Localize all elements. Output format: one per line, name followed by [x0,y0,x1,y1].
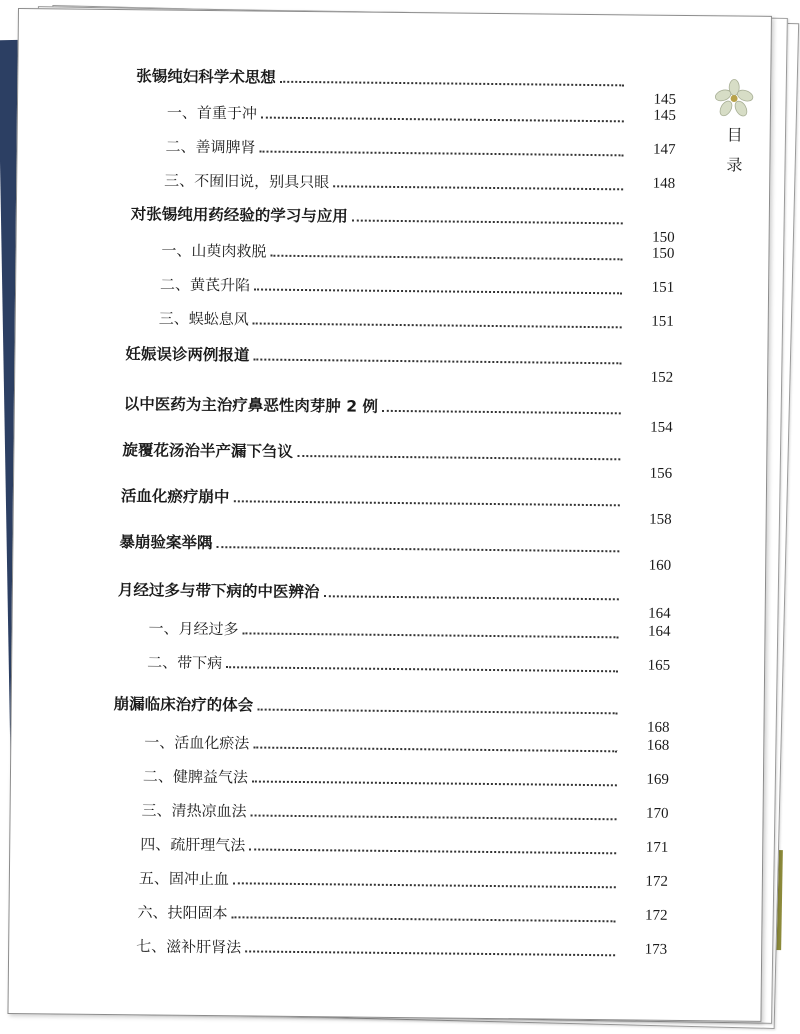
toc-entry-title: 一、月经过多 [148,619,239,639]
toc-section-entry[interactable] [120,482,672,528]
dot-leader [253,322,622,328]
toc-subsection-entry[interactable] [165,133,676,162]
toc-entry-title: 二、带下病 [147,653,223,673]
toc-page-number: 164 [648,605,671,622]
toc-subsection-entry[interactable] [164,167,676,196]
toc-page-number: 173 [644,941,668,958]
dot-leader [226,666,618,672]
dot-leader [352,220,623,225]
toc-subsection-entry[interactable] [138,864,668,893]
toc-page-number: 148 [652,175,676,192]
dot-leader [249,848,616,854]
toc-section-entry[interactable] [130,200,675,246]
dot-leader [297,455,620,460]
dot-leader [216,546,619,552]
toc-subsection-entry[interactable] [141,796,669,825]
toc-entry-title: 二、黄芪升陷 [160,275,251,295]
dot-leader [280,81,624,87]
toc-page-number: 170 [646,805,669,822]
side-title-char: 录 [726,155,743,175]
toc-page-number: 168 [646,719,670,736]
toc-page-number: 172 [645,873,668,890]
toc-entry-title: 活血化瘀疗崩中 [120,487,230,507]
dot-leader [242,632,618,638]
toc-page-number: 158 [649,511,672,528]
dot-leader [261,117,624,123]
toc-list [19,9,771,958]
toc-subsection-entry[interactable] [148,614,671,643]
toc-section-entry[interactable] [119,528,672,574]
toc-subsection-entry[interactable] [147,648,671,677]
dot-leader [257,709,617,715]
side-title-char: 目 [726,125,743,145]
toc-subsection-entry[interactable] [140,830,669,859]
toc-page-number: 156 [649,465,673,482]
dot-leader [382,410,621,415]
dot-leader [231,916,615,922]
toc-subsection-entry[interactable] [142,762,670,791]
toc-page-number: 164 [647,623,671,640]
toc-subsection-entry[interactable] [136,932,668,961]
toc-page-number: 151 [651,279,675,296]
dot-leader [233,500,619,506]
toc-subsection-entry[interactable] [144,728,670,757]
toc-page-number: 150 [651,245,675,262]
toc-page-number: 168 [646,737,670,754]
toc-entry-title: 崩漏临床治疗的体会 [113,695,254,715]
toc-entry-title: 一、首重于冲 [166,103,258,123]
toc-section-entry[interactable] [117,576,671,622]
toc-subsection-entry[interactable] [137,898,668,927]
toc-entry-title: 三、蜈蚣息风 [158,309,249,329]
toc-entry-title: 二、健脾益气法 [142,767,249,787]
toc-entry-title: 五、固冲止血 [138,869,229,889]
toc-subsection-entry[interactable] [166,99,676,128]
dot-leader [323,595,618,600]
toc-page [7,8,771,1022]
toc-section-entry[interactable] [113,690,670,736]
toc-entry-title: 三、不囿旧说，别具只眼 [164,171,330,192]
dot-leader [260,151,624,157]
toc-entry-title: 暴崩验案举隅 [119,533,213,553]
toc-entry-title: 妊娠误诊两例报道 [125,345,250,365]
toc-section-entry[interactable] [136,62,677,108]
dot-leader [245,950,615,956]
toc-page-number: 160 [648,557,672,574]
toc-entry-title: 一、活血化瘀法 [144,733,250,753]
toc-page-number: 154 [650,419,673,436]
toc-page-number: 165 [647,657,671,674]
dot-leader [233,882,616,888]
toc-page-number: 152 [650,369,674,386]
toc-entry-title: 张锡纯妇科学术思想 [136,67,276,87]
dot-leader [254,288,622,294]
toc-entry-title: 旋覆花汤治半产漏下刍议 [122,441,293,461]
toc-entry-title: 四、疏肝理气法 [140,835,246,855]
toc-page-number: 172 [644,907,668,924]
toc-page-number: 151 [651,313,674,330]
toc-entry-title: 七、滋补肝肾法 [136,937,242,957]
toc-subsection-entry[interactable] [161,237,675,266]
dot-leader [253,358,621,364]
toc-section-entry[interactable] [122,436,673,482]
toc-page-number: 150 [652,229,675,246]
dot-leader [333,185,623,190]
toc-entry-title: 月经过多与带下病的中医辨治 [117,581,320,602]
toc-section-entry[interactable] [123,390,673,436]
toc-section-entry[interactable] [125,340,674,386]
toc-page-number: 171 [645,839,669,856]
toc-subsection-entry[interactable] [160,271,675,300]
toc-entry-title: 二、善调脾肾 [165,137,256,157]
toc-page-number: 145 [653,91,677,108]
toc-entry-title: 对张锡纯用药经验的学习与应用 [130,205,348,226]
toc-page-number: 145 [653,107,676,124]
toc-entry-title: 一、山萸肉救脱 [161,241,267,261]
toc-side-title [723,120,746,180]
toc-page-number: 169 [646,771,670,788]
toc-subsection-entry[interactable] [158,304,674,333]
dot-leader [253,747,617,753]
toc-page-number: 147 [652,141,676,158]
toc-entry-title: 六、扶阳固本 [137,903,228,923]
dot-leader [270,255,622,261]
toc-entry-title: 三、清热凉血法 [141,801,247,821]
dot-leader [251,814,617,820]
toc-entry-title: 以中医药为主治疗鼻恶性肉芽肿 2 例 [123,395,379,416]
flower-icon [714,78,754,118]
dot-leader [252,780,617,786]
